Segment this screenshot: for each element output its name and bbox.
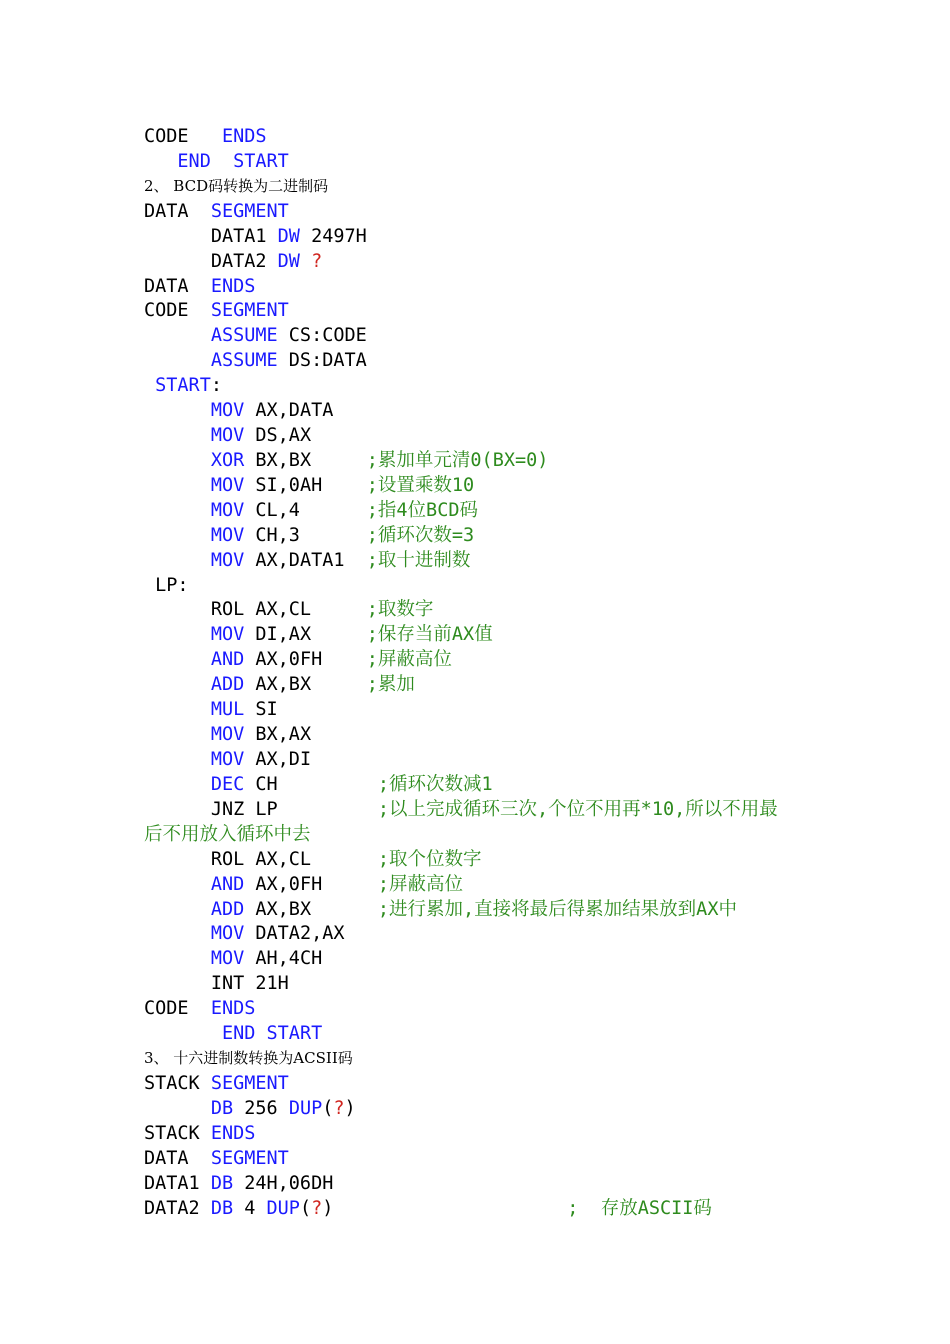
code-line: [144, 373, 222, 398]
code-token-keyword: SEGMENT: [210, 200, 289, 222]
code-token-keyword: START: [233, 150, 289, 172]
code-token-plain: CL,4: [244, 499, 367, 521]
code-token-keyword: AND: [210, 873, 245, 895]
code-token-keyword: MOV: [210, 524, 245, 546]
code-token-question: ?: [333, 1097, 345, 1119]
code-line: [144, 872, 463, 897]
code-token-keyword: DB: [210, 1197, 234, 1219]
code-token-plain: [144, 350, 211, 371]
code-token-comment: ;取数字: [366, 599, 434, 621]
code-line: [144, 921, 345, 946]
code-line: [144, 597, 433, 622]
code-line: [144, 323, 367, 348]
code-token-comment: ;指4位BCD码: [366, 499, 478, 521]
code-token-plain: AX,0FH: [244, 873, 378, 895]
code-token-plain: CODE: [144, 998, 211, 1020]
code-token-plain: DATA2: [144, 1197, 211, 1219]
section-heading: 3、 十六进制数转换为ACSII码: [144, 1049, 353, 1068]
code-token-plain: STACK: [144, 1072, 211, 1094]
code-token-comment: ; 存放ASCII码: [567, 1197, 712, 1219]
code-token-plain: 24H,06DH: [233, 1172, 334, 1194]
code-token-plain: [144, 500, 211, 521]
code-token-plain: AX,0FH: [244, 649, 367, 671]
code-token-plain: [144, 874, 211, 895]
code-token-plain: 4: [233, 1197, 267, 1219]
code-token-plain: [144, 649, 211, 670]
code-token-plain: CH: [244, 773, 378, 795]
code-token-comment: ;屏蔽高位: [377, 873, 464, 895]
code-token-keyword: SEGMENT: [210, 1072, 289, 1094]
code-token-plain: [144, 1023, 222, 1044]
code-token-plain: [144, 400, 211, 421]
code-line: [144, 897, 737, 922]
code-token-keyword: DB: [210, 1097, 234, 1119]
code-token-comment: ;保存当前AX值: [366, 624, 493, 646]
code-line: [144, 224, 367, 249]
code-line: [144, 1096, 356, 1121]
code-token-keyword: ADD: [210, 898, 245, 920]
code-token-plain: [144, 724, 211, 745]
code-line: [144, 772, 493, 797]
code-token-keyword: ENDS: [210, 998, 256, 1020]
code-token-comment: ;设置乘数10: [366, 474, 475, 496]
code-token-keyword: END: [177, 150, 211, 172]
code-line: [144, 548, 470, 573]
code-token-plain: (: [299, 1197, 312, 1219]
code-token-plain: [144, 475, 211, 496]
code-token-comment: ;屏蔽高位: [366, 649, 452, 671]
code-token-keyword: SEGMENT: [210, 300, 289, 322]
code-token-plain: 2497H: [299, 225, 367, 247]
code-token-keyword: MOV: [210, 749, 245, 770]
code-token-plain: [144, 375, 155, 396]
code-line: [144, 722, 311, 747]
code-token-plain: ROL AX,CL: [144, 848, 378, 870]
code-token-comment: ;累加: [366, 674, 415, 696]
code-token-plain: [144, 774, 211, 795]
code-token-plain: AX,DI: [244, 749, 312, 770]
code-line: [144, 274, 255, 299]
code-token-plain: [144, 674, 211, 695]
code-token-keyword: MOV: [210, 724, 245, 746]
code-token-comment: ;取十进制数: [366, 549, 471, 571]
code-token-keyword: ENDS: [210, 1122, 256, 1144]
code-token-plain: [144, 425, 211, 446]
code-line: [144, 149, 289, 174]
code-token-plain: SI: [244, 699, 278, 721]
code-line: [144, 1171, 333, 1196]
code-line: [144, 697, 278, 722]
code-token-keyword: DW: [277, 250, 300, 272]
code-token-plain: DATA1: [144, 225, 278, 247]
code-token-keyword: DB: [210, 1172, 234, 1194]
code-token-plain: AH,4CH: [244, 948, 323, 970]
code-line: [144, 946, 322, 971]
code-token-keyword: XOR: [210, 449, 245, 471]
code-token-plain: INT 21H: [144, 973, 289, 995]
code-token-plain: CH,3: [244, 524, 367, 546]
code-token-keyword: DW: [277, 225, 300, 247]
code-token-keyword: AND: [210, 649, 245, 671]
code-token-plain: ): [344, 1097, 356, 1119]
code-line: [144, 797, 778, 822]
code-token-plain: DS,AX: [244, 425, 312, 447]
code-token-plain: DI,AX: [244, 624, 367, 646]
code-line: [144, 473, 474, 498]
code-token-keyword: ENDS: [221, 126, 267, 147]
code-line: [144, 1021, 322, 1046]
code-line: [144, 124, 267, 149]
code-token-plain: DATA: [144, 200, 211, 222]
code-token-comment: ;循环次数=3: [366, 524, 475, 546]
code-token-keyword: MOV: [210, 948, 245, 970]
code-token-keyword: DUP: [288, 1097, 323, 1119]
code-line: [144, 1196, 712, 1221]
code-token-comment: ;进行累加,直接将最后得累加结果放到AX中: [377, 898, 737, 920]
section-heading: 2、 BCD码转换为二进制码: [144, 176, 329, 195]
code-token-plain: AX,BX: [244, 674, 367, 696]
code-token-plain: [144, 525, 211, 546]
code-token-plain: AX,DATA1: [244, 549, 367, 571]
code-token-plain: [144, 624, 211, 645]
code-token-plain: DATA: [144, 275, 211, 297]
code-token-plain: [300, 251, 311, 272]
code-token-comment: ;累加单元清0(BX=0): [366, 449, 549, 471]
code-token-plain: [144, 923, 211, 944]
code-line: [144, 647, 452, 672]
code-token-keyword: ADD: [210, 674, 245, 696]
code-token-plain: [144, 550, 211, 571]
code-token-plain: [255, 1023, 266, 1044]
code-line: [144, 1121, 255, 1146]
code-token-question: ?: [311, 250, 323, 272]
code-line: [144, 448, 548, 473]
code-token-keyword: ENDS: [210, 275, 256, 297]
code-token-plain: CS:CODE: [277, 325, 367, 347]
code-token-plain: DATA2,AX: [244, 923, 345, 945]
code-token-plain: [144, 899, 211, 920]
code-token-plain: AX,BX: [244, 898, 378, 920]
code-token-keyword: MOV: [210, 400, 245, 422]
code-line: [144, 298, 289, 323]
code-line: [144, 423, 311, 448]
code-token-plain: CODE: [144, 126, 222, 147]
code-line: [144, 523, 474, 548]
code-line: [144, 747, 311, 772]
code-line: [144, 573, 189, 598]
code-token-plain: [144, 1098, 211, 1119]
code-token-plain: DATA: [144, 1147, 211, 1169]
code-line: [144, 398, 333, 423]
code-token-plain: :: [210, 375, 222, 397]
code-token-plain: [144, 450, 211, 471]
code-token-plain: [144, 749, 211, 770]
code-token-plain: DS:DATA: [277, 350, 367, 372]
code-token-plain: LP:: [144, 574, 189, 596]
code-line: [144, 498, 478, 523]
code-line: [144, 971, 289, 996]
code-token-plain: ): [322, 1197, 568, 1219]
code-token-plain: [144, 151, 177, 172]
code-token-keyword: MOV: [210, 624, 245, 646]
code-token-plain: [144, 325, 211, 346]
code-token-comment: ;取个位数字: [377, 848, 482, 870]
code-token-comment: ;循环次数减1: [377, 773, 493, 795]
code-token-plain: DATA2: [144, 250, 278, 272]
code-token-plain: JNZ LP: [144, 798, 378, 820]
code-token-plain: SI,0AH: [244, 474, 367, 496]
code-line: [144, 822, 311, 847]
code-token-plain: ROL AX,CL: [144, 599, 367, 621]
code-token-plain: (: [322, 1097, 334, 1119]
code-token-keyword: START: [266, 1023, 323, 1045]
code-line: [144, 348, 367, 373]
code-token-keyword: ASSUME: [210, 350, 278, 372]
code-line: [144, 1071, 289, 1096]
code-token-keyword: MOV: [210, 549, 245, 571]
code-token-keyword: DEC: [210, 773, 245, 795]
code-line: [144, 672, 415, 697]
code-token-plain: CODE: [144, 300, 211, 322]
code-token-comment: ;以上完成循环三次,个位不用再*10,所以不用最: [377, 798, 778, 820]
code-line: [144, 1146, 289, 1171]
code-line: [144, 622, 493, 647]
code-token-keyword: DUP: [266, 1197, 300, 1219]
code-token-keyword: MUL: [210, 699, 245, 721]
code-token-question: ?: [311, 1197, 323, 1219]
code-token-keyword: MOV: [210, 923, 245, 945]
code-token-plain: [144, 948, 211, 969]
code-token-plain: DATA1: [144, 1172, 211, 1194]
code-token-plain: 256: [233, 1097, 289, 1119]
code-token-keyword: MOV: [210, 474, 245, 496]
code-token-plain: [144, 699, 211, 720]
code-token-plain: BX,AX: [244, 724, 312, 746]
code-token-plain: [211, 151, 233, 172]
code-token-plain: AX,DATA: [244, 400, 334, 422]
code-line: [144, 249, 322, 274]
code-line: [144, 847, 482, 872]
code-token-keyword: MOV: [210, 499, 245, 521]
code-token-plain: STACK: [144, 1122, 211, 1144]
code-token-comment: 后不用放入循环中去: [144, 823, 311, 845]
code-line: [144, 996, 255, 1021]
code-token-keyword: ASSUME: [210, 325, 278, 347]
code-token-keyword: START: [155, 375, 211, 397]
code-token-keyword: MOV: [210, 425, 245, 447]
code-token-plain: BX,BX: [244, 449, 367, 471]
code-token-keyword: SEGMENT: [210, 1147, 289, 1169]
code-token-keyword: END: [221, 1023, 256, 1045]
code-line: [144, 199, 289, 224]
